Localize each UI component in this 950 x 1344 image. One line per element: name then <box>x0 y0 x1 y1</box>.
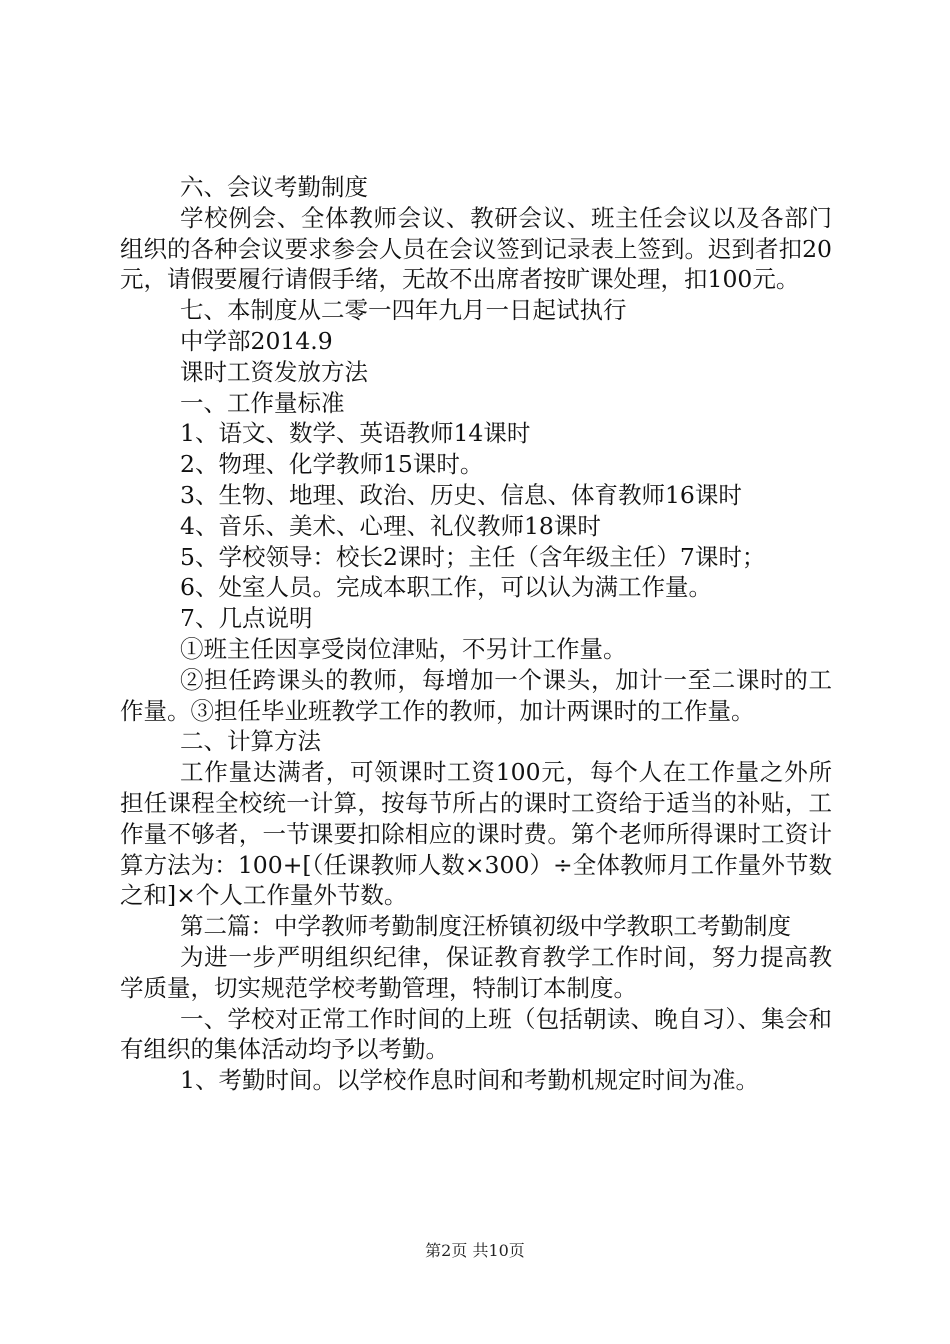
signature-department-date: 中学部2014.9 <box>180 326 333 355</box>
heading-calculation-method: 二、计算方法 <box>180 727 321 756</box>
page-number-footer: 第2页 共10页 <box>425 1241 525 1260</box>
note-item-2-3: ②担任跨课头的教师，每增加一个课头，加计一至二课时的工作量。③担任毕业班教学工作的教师，加计两课时的工作量。 <box>120 665 832 725</box>
heading-workload-standard: 一、工作量标准 <box>180 388 345 417</box>
list-item-notes-heading: 7、几点说明 <box>180 604 313 633</box>
list-item-workload-6: 6、处室人员。完成本职工作，可以认为满工作量。 <box>180 573 712 602</box>
note-item-1: ①班主任因享受岗位津贴，不另计工作量。 <box>180 634 627 663</box>
heading-part-two: 第二篇：中学教师考勤制度汪桥镇初级中学教职工考勤制度 <box>180 912 791 941</box>
heading-meeting-attendance: 六、会议考勤制度 <box>180 173 368 201</box>
list-item-workload-3: 3、生物、地理、政治、历史、信息、体育教师16课时 <box>180 480 742 509</box>
paragraph-calculation: 工作量达满者，可领课时工资100元，每个人在工作量之外所担任课程全校统一计算，按每节所占的课时工资给于适当的补贴，工作量不够者，一节课要扣除相应的课时费。第个老师所得课时工资计算方法为：100+[（任课教师人数×300）÷全体教师月工作量外节数之和]×个人工作量外节数。 <box>120 758 832 910</box>
list-item-workload-5: 5、学校领导：校长2课时；主任（含年级主任）7课时； <box>180 542 766 571</box>
paragraph-attendance-scope: 一、学校对正常工作时间的上班（包括朝读、晚自习）、集会和有组织的集体活动均予以考勤。 <box>120 1004 832 1064</box>
paragraph-meeting-rules: 学校例会、全体教师会议、教研会议、班主任会议以及各部门组织的各种会议要求参会人员在会议签到记录表上签到。迟到者扣20元，请假要履行请假手绪，无故不出席者按旷课处理，扣100元。 <box>120 203 832 294</box>
list-item-workload-4: 4、音乐、美术、心理、礼仪教师18课时 <box>180 511 601 540</box>
list-item-workload-2: 2、物理、化学教师15课时。 <box>180 450 484 479</box>
paragraph-attendance-time: 1、考勤时间。以学校作息时间和考勤机规定时间为准。 <box>180 1066 759 1095</box>
heading-salary-method: 课时工资发放方法 <box>180 357 368 386</box>
paragraph-effective-date: 七、本制度从二零一四年九月一日起试执行 <box>180 296 627 325</box>
list-item-workload-1: 1、语文、数学、英语教师14课时 <box>180 419 531 448</box>
document-body <box>120 172 832 1096</box>
paragraph-purpose: 为进一步严明组织纪律，保证教育教学工作时间，努力提高教学质量，切实规范学校考勤管理，特制订本制度。 <box>120 942 832 1002</box>
